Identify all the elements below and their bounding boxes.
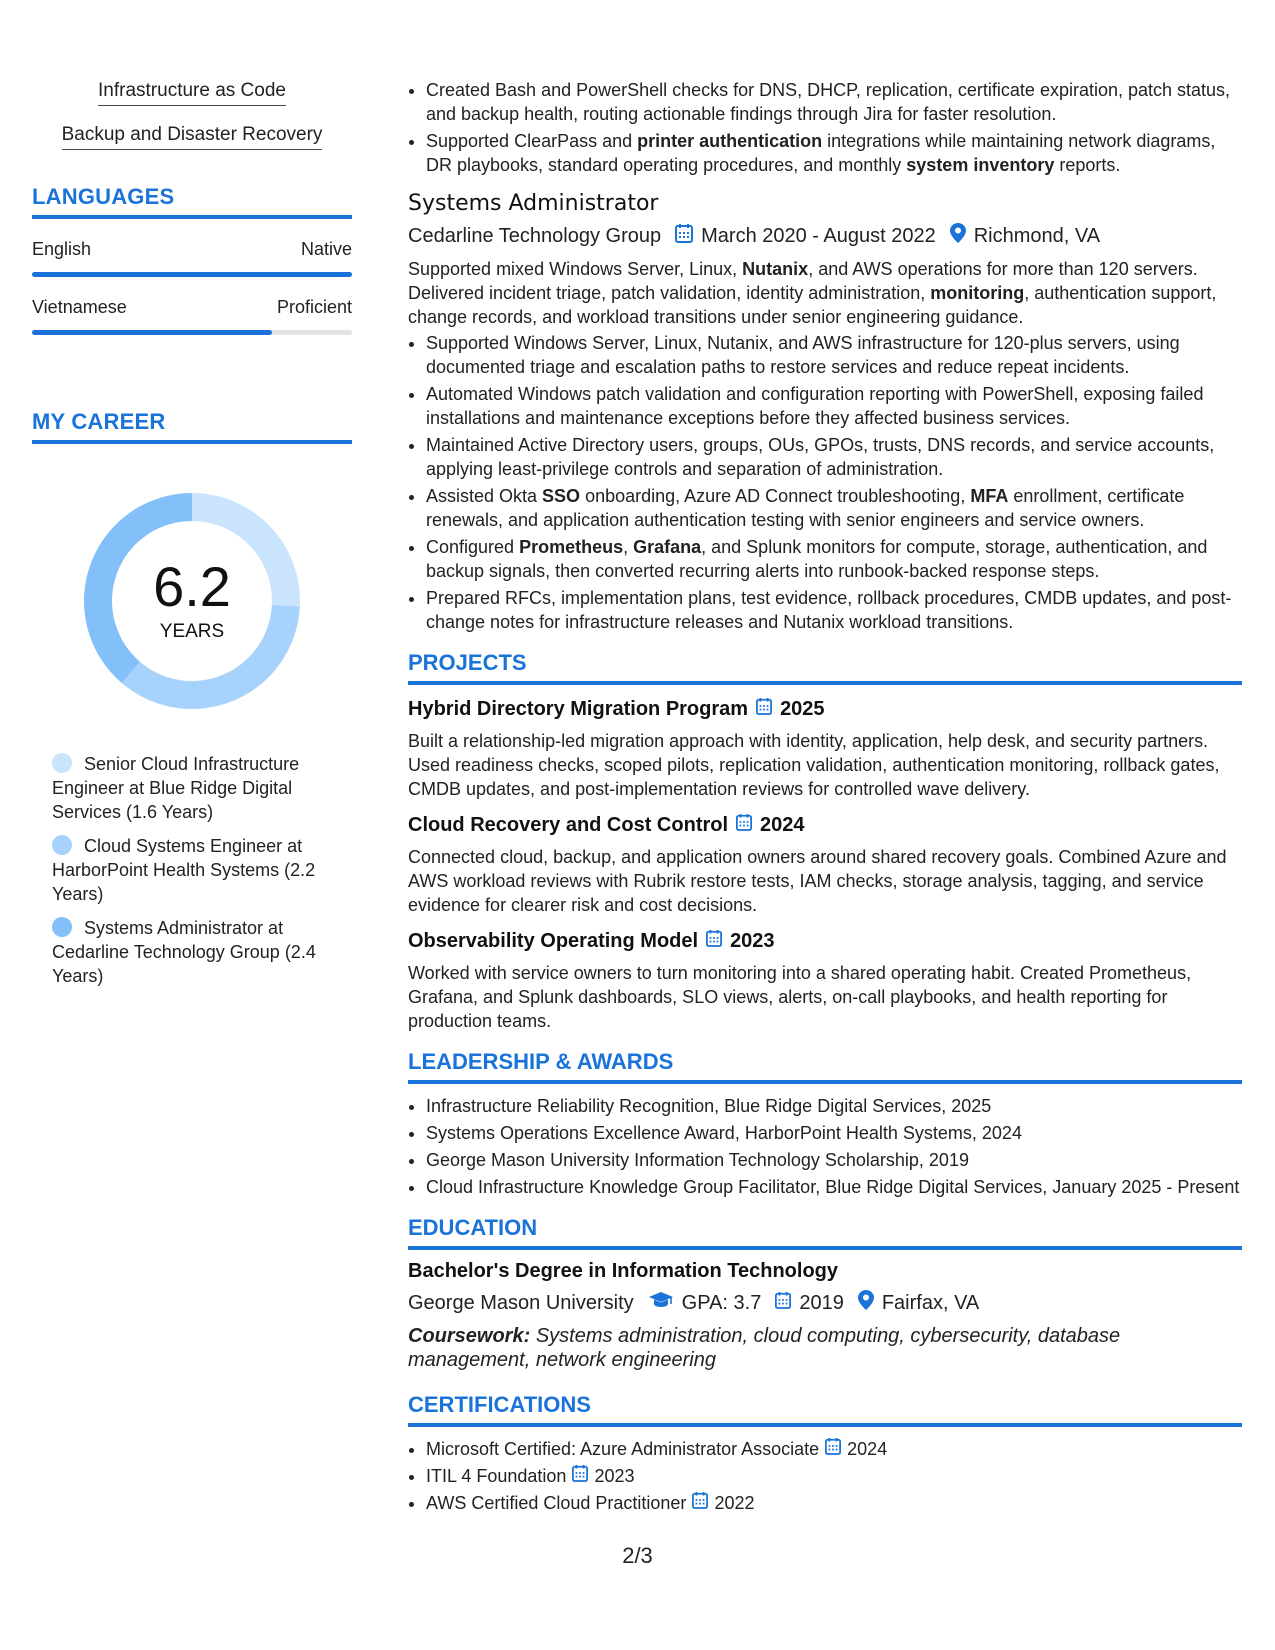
- project-description: Connected cloud, backup, and application owners around shared recovery goals. Combined Azure and AWS workload reviews with Rubrik restore tests, IAM checks, storage analysis, tagging, and service evidence for clearer risk and cost decisions.: [408, 847, 1227, 915]
- calendar-icon: [775, 1291, 791, 1315]
- career-total-value: 6.2: [153, 555, 231, 618]
- bullet-item: • Assisted Okta SSO onboarding, Azure AD Connect troubleshooting, MFA enrollment, certificate renewals, and application authentication testing with senior engineers and service owners.: [426, 484, 1242, 532]
- project-year: 2024: [760, 813, 805, 836]
- calendar-icon: [692, 1491, 708, 1515]
- calendar-icon: [736, 813, 752, 837]
- language-level: Proficient: [276, 297, 352, 317]
- legend-item: [52, 752, 342, 824]
- certification-name: • ITIL 4 Foundation: [426, 1466, 567, 1486]
- certification-item: [426, 1464, 1242, 1488]
- language-bar-fill: [32, 330, 272, 335]
- project-description: Built a relationship-led migration approach with identity, application, help desk, and security partners. Used readiness checks, scoped pilots, replication validation, authentication monitoring, rollback gates, CMDB updates, and post-implementation reviews for controlled wave delivery.: [408, 731, 1220, 799]
- awards-list: [408, 1094, 1242, 1199]
- project-description: Worked with service owners to turn monitoring into a shared operating habit. Created Prometheus, Grafana, and Splunk dashboards, SLO views, alerts, on-call playbooks, and health reporting for production teams.: [408, 963, 1192, 1031]
- certification-name: • AWS Certified Cloud Practitioner: [426, 1493, 687, 1513]
- award-item: • Systems Operations Excellence Award, HarborPoint Health Systems, 2024: [426, 1121, 1242, 1145]
- job-title: Systems Administrator: [408, 191, 659, 216]
- language-bar-fill: [32, 272, 352, 277]
- project-title: Cloud Recovery and Cost Control: [408, 813, 729, 836]
- calendar-icon: [825, 1437, 841, 1461]
- skill-item: Backup and Disaster Recovery: [62, 124, 323, 150]
- calendar-icon: [756, 697, 772, 721]
- language-bar: [32, 330, 352, 335]
- job-summary: Supported mixed Windows Server, Linux, Nutanix, and AWS operations for more than 120 servers. Delivered incident triage, patch validation, identity administration, monitoring, authentication support, change records, and workload transitions under senior engineering guidance.: [408, 259, 1217, 327]
- previous-job-bullets: [408, 78, 1242, 177]
- education-heading: EDUCATION: [408, 1215, 1242, 1250]
- legend-label: Systems Administrator at Cedarline Technology Group (2.4 Years): [52, 918, 316, 986]
- location-pin-icon: [858, 1290, 874, 1316]
- project-item: [408, 697, 1242, 801]
- bullet-item: • Configured Prometheus, Grafana, and Splunk monitors for compute, storage, authentication, and backup signals, then converted recurring alerts into runbook-backed response steps.: [426, 535, 1242, 583]
- legend-dot: [52, 917, 72, 937]
- calendar-icon: [572, 1464, 588, 1488]
- job-dates: March 2020 - August 2022: [701, 224, 936, 247]
- school-name: George Mason University: [408, 1291, 634, 1314]
- language-name: English: [32, 239, 92, 259]
- career-donut: [77, 486, 307, 716]
- bullet-item: • Created Bash and PowerShell checks for DNS, DHCP, replication, certificate expiration, patch status, and backup health, routing actionable findings through Jira for faster resolution.: [426, 78, 1242, 126]
- legend-dot: [52, 835, 72, 855]
- language-item: [32, 297, 352, 335]
- project-item: [408, 929, 1242, 1033]
- bullet-item: • Supported Windows Server, Linux, Nutanix, and AWS infrastructure for 120-plus servers, using documented triage and escalation paths to restore services and reduce repeat incidents.: [426, 331, 1242, 379]
- award-item: • Cloud Infrastructure Knowledge Group Facilitator, Blue Ridge Digital Services, January 2025 - Present: [426, 1175, 1242, 1199]
- location-pin-icon: [950, 223, 966, 249]
- certification-year: 2024: [847, 1439, 888, 1459]
- project-title: Hybrid Directory Migration Program: [408, 697, 749, 720]
- certifications-heading: CERTIFICATIONS: [408, 1392, 1242, 1427]
- calendar-icon: [706, 929, 722, 953]
- skill-item: Infrastructure as Code: [98, 80, 286, 106]
- award-item: • George Mason University Information Technology Scholarship, 2019: [426, 1148, 1242, 1172]
- job-meta: [408, 223, 1242, 249]
- coursework-text: Systems administration, cloud computing, cybersecurity, database management, network engineering: [408, 1325, 1121, 1371]
- main-content: [408, 78, 1242, 1518]
- certification-year: 2023: [594, 1466, 635, 1486]
- certification-item: [426, 1437, 1242, 1461]
- career-heading: MY CAREER: [32, 409, 352, 444]
- degree-title: Bachelor's Degree in Information Technology: [408, 1260, 839, 1282]
- language-bar: [32, 272, 352, 277]
- certifications-list: [408, 1437, 1242, 1515]
- coursework: [408, 1324, 1242, 1372]
- legend-label: Senior Cloud Infrastructure Engineer at Blue Ridge Digital Services (1.6 Years): [52, 754, 300, 822]
- project-year: 2025: [780, 697, 825, 720]
- awards-heading: LEADERSHIP & AWARDS: [408, 1049, 1242, 1084]
- gpa: GPA: 3.7: [681, 1291, 762, 1314]
- bullet-item: • Prepared RFCs, implementation plans, test evidence, rollback procedures, CMDB updates, and post-change notes for infrastructure releases and Nutanix workload transitions.: [426, 586, 1242, 634]
- bullet-item: • Automated Windows patch validation and configuration reporting with PowerShell, exposing failed installations and maintenance exceptions before they affected business services.: [426, 382, 1242, 430]
- language-name: Vietnamese: [32, 297, 127, 317]
- education-location: Fairfax, VA: [881, 1291, 980, 1314]
- projects-heading: PROJECTS: [408, 650, 1242, 685]
- language-level: Native: [300, 239, 352, 259]
- project-item: [408, 813, 1242, 917]
- certification-item: [426, 1491, 1242, 1515]
- coursework-label: Coursework:: [408, 1325, 531, 1347]
- project-title: Observability Operating Model: [408, 929, 699, 952]
- graduation-year: 2019: [799, 1291, 844, 1314]
- job-location: Richmond, VA: [973, 224, 1101, 247]
- bullet-item: • Supported ClearPass and printer authentication integrations while maintaining network diagrams, DR playbooks, standard operating procedures, and monthly system inventory reports.: [426, 129, 1242, 177]
- calendar-icon: [675, 223, 693, 249]
- sidebar: [32, 80, 352, 998]
- education-meta: [408, 1290, 1242, 1316]
- job-bullets: [408, 331, 1242, 634]
- page-number: 2/3: [622, 1543, 653, 1568]
- legend-label: Cloud Systems Engineer at HarborPoint Health Systems (2.2 Years): [52, 836, 316, 904]
- career-legend: [32, 752, 352, 988]
- languages-heading: LANGUAGES: [32, 184, 352, 219]
- language-item: [32, 239, 352, 277]
- project-year: 2023: [730, 929, 775, 952]
- legend-item: [52, 916, 342, 988]
- bullet-item: • Maintained Active Directory users, groups, OUs, GPOs, trusts, DNS records, and service accounts, applying least-privilege controls and separation of administration.: [426, 433, 1242, 481]
- certification-name: • Microsoft Certified: Azure Administrator Associate: [426, 1439, 820, 1459]
- award-item: • Infrastructure Reliability Recognition, Blue Ridge Digital Services, 2025: [426, 1094, 1242, 1118]
- legend-dot: [52, 753, 72, 773]
- graduation-cap-icon: [648, 1291, 674, 1315]
- job-company: Cedarline Technology Group: [408, 224, 662, 247]
- career-total-label: YEARS: [159, 621, 225, 642]
- certification-year: 2022: [714, 1493, 755, 1513]
- legend-item: [52, 834, 342, 906]
